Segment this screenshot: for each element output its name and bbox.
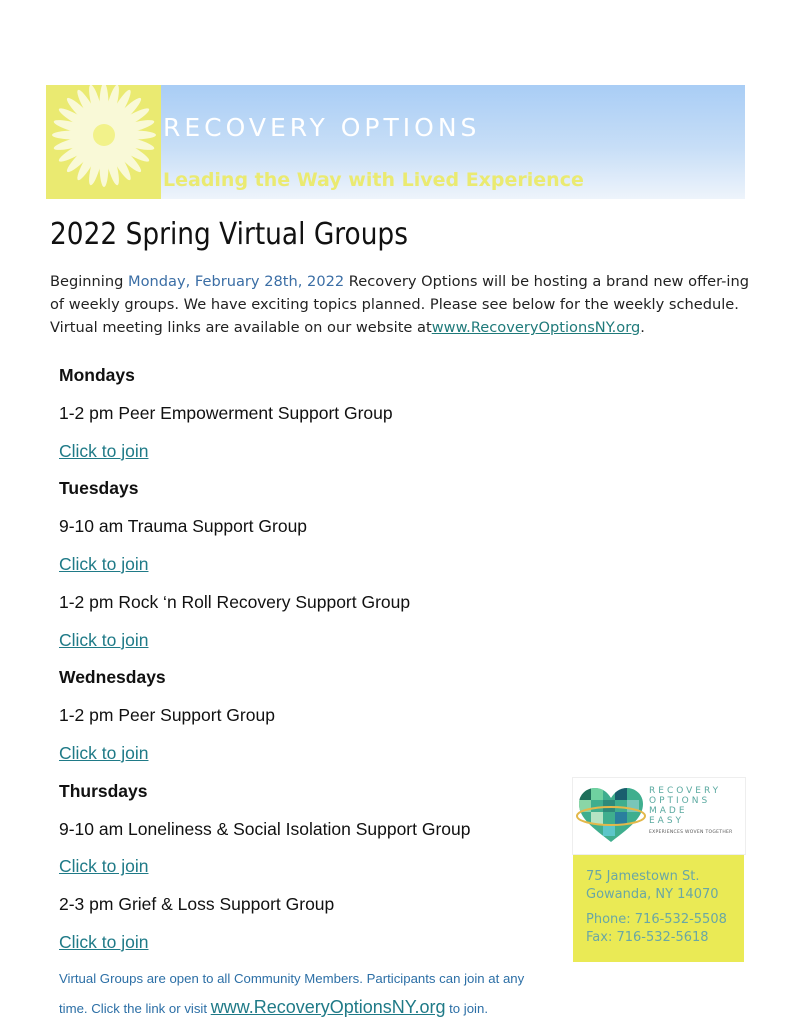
intro-text-end: . (640, 319, 645, 336)
heart-logo-icon (573, 784, 649, 848)
logo-tagline: EXPERIENCES WOVEN TOGETHER (649, 830, 733, 835)
click-to-join-link[interactable]: Click to join (59, 629, 149, 650)
weekly-schedule (59, 362, 559, 967)
logo-word: EASY (649, 816, 685, 826)
footnote-website-link[interactable]: www.RecoveryOptionsNY.org (210, 997, 446, 1017)
group-join-row (59, 929, 559, 967)
fax-number: Fax: 716-532-5618 (586, 930, 709, 945)
group-time-name: 1-2 pm Peer Support Group (59, 705, 275, 726)
day-heading: Thursdays (59, 780, 148, 801)
logo-word: RECOVERY (649, 786, 722, 796)
click-to-join-link[interactable]: Click to join (59, 742, 149, 763)
click-to-join-link[interactable]: Click to join (59, 440, 149, 461)
group-join-row (59, 551, 559, 589)
group-time-name: 9-10 am Trauma Support Group (59, 516, 308, 537)
group-time-name: 2-3 pm Grief & Loss Support Group (59, 894, 335, 915)
logo-wordmark (649, 786, 721, 826)
website-link[interactable]: www.RecoveryOptionsNY.org (431, 319, 641, 336)
group-join-row (59, 438, 559, 476)
address-city: Gowanda, NY 14070 (586, 887, 719, 902)
flower-logo (46, 85, 161, 199)
group-join-row (59, 627, 559, 665)
group-join-row (59, 853, 559, 891)
brand-tagline: Leading the Way with Lived Experience (163, 169, 584, 191)
click-to-join-link[interactable]: Click to join (59, 553, 149, 574)
footnote-text: time. Click the link or visit (59, 1001, 211, 1016)
group-join-row (59, 740, 559, 778)
group-time-name: 1-2 pm Peer Empowerment Support Group (59, 402, 393, 423)
rome-logo-card (572, 777, 746, 855)
footnote-line-2 (59, 993, 579, 1023)
day-heading: Wednesdays (59, 667, 166, 688)
header-banner (46, 85, 745, 199)
logo-word: MADE (649, 806, 688, 816)
page-title: 2022 Spring Virtual Groups (50, 217, 408, 252)
click-to-join-link[interactable]: Click to join (59, 856, 149, 877)
contact-box (573, 855, 744, 962)
daisy-flower-icon (46, 85, 161, 199)
brand-name: RECOVERY OPTIONS (163, 113, 481, 142)
group-time-name: 9-10 am Loneliness & Social Isolation Support Group (59, 818, 471, 839)
start-date: Monday, February 28th, 2022 (128, 273, 345, 290)
intro-text-body: Recovery Options will be hosting a brand new offer-ing of weekly groups. We have exciting topics planned. Please see below for the weekly schedule. Virtual meeting links are available on our website at (50, 273, 749, 336)
click-to-join-link[interactable]: Click to join (59, 931, 149, 952)
day-heading: Mondays (59, 365, 135, 385)
footnote (59, 965, 579, 1023)
phone-number: Phone: 716-532-5508 (586, 912, 727, 927)
intro-paragraph (50, 270, 750, 339)
intro-text-start: Beginning (50, 273, 129, 290)
group-time-name: 1-2 pm Rock ‘n Roll Recovery Support Group (59, 591, 411, 612)
logo-word: OPTIONS (649, 796, 711, 806)
footnote-line-1: Virtual Groups are open to all Community Members. Participants can join at any (59, 971, 525, 986)
footnote-text-end: to join. (445, 1001, 488, 1016)
day-heading: Tuesdays (59, 478, 139, 499)
address-street: 75 Jamestown St. (586, 869, 700, 884)
